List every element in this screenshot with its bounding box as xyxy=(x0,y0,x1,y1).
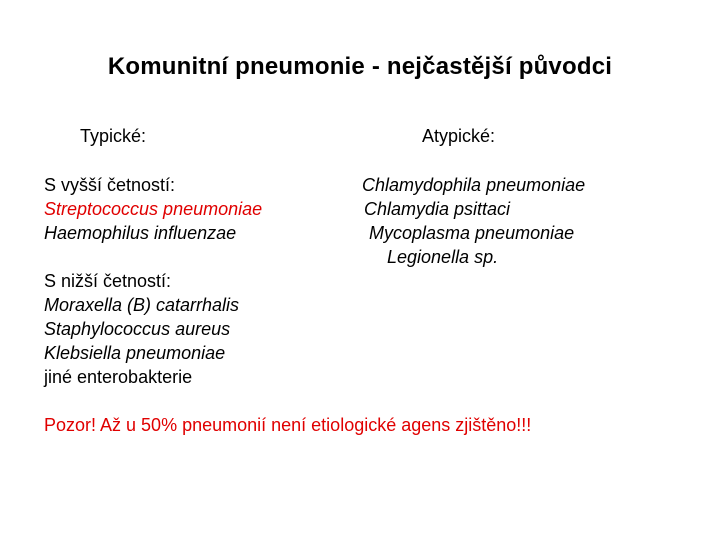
pathogen-streptococcus: Streptococcus pneumoniae xyxy=(44,199,263,219)
warning-note: Pozor! Až u 50% pneumonií není etiologické agens zjištěno!!! xyxy=(44,415,532,435)
pathogen-chlamydia: Chlamydia psittaci xyxy=(364,199,511,219)
pathogen-klebsiella: Klebsiella pneumoniae xyxy=(44,343,226,363)
pathogen-mycoplasma: Mycoplasma pneumoniae xyxy=(369,223,575,243)
higher-frequency-label: S vyšší četností: xyxy=(44,175,176,195)
pathogen-enterobacteria: jiné enterobakterie xyxy=(44,367,193,387)
pathogen-legionella: Legionella sp. xyxy=(387,247,499,267)
pathogen-haemophilus: Haemophilus influenzae xyxy=(44,223,237,243)
typical-heading: Typické: xyxy=(80,126,147,146)
pathogen-staphylococcus: Staphylococcus aureus xyxy=(44,319,231,339)
slide-title: Komunitní pneumonie - nejčastější původci xyxy=(107,53,613,80)
pathogen-chlamydophila: Chlamydophila pneumoniae xyxy=(362,175,586,195)
atypical-heading: Atypické: xyxy=(422,126,496,146)
pathogen-moraxella: Moraxella (B) catarrhalis xyxy=(44,295,240,315)
lower-frequency-label: S nižší četností: xyxy=(44,271,172,291)
